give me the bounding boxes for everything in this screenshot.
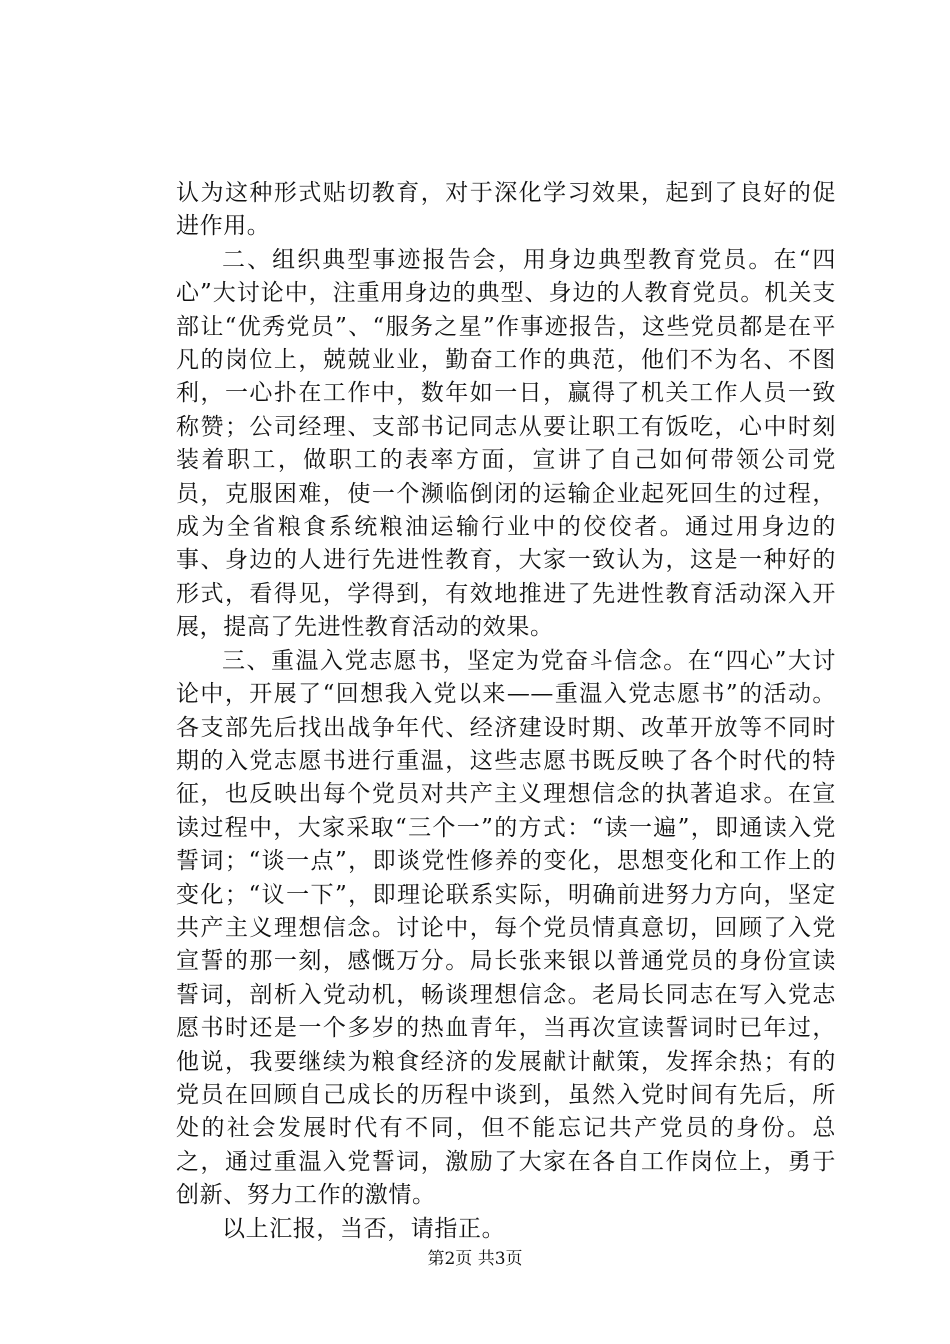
paragraph-section-three: 三、重温入党志愿书，坚定为党奋斗信念。在“四心”大讨论中，开展了“回想我入党以来——重温入党志愿书”的活动。各支部先后找出战争年代、经济建设时期、改革开放等不同时期的入党志愿书进行重温，这些志愿书既反映了各个时代的特征，也反映出每个党员对共产主义理想信念的执著追求。在宣读过程中，大家采取“三个一”的方式：“读一遍”，即通读入党誓词；“谈一点”，即谈党性修养的变化，思想变化和工作上的变化；“议一下”，即理论联系实际，明确前进努力方向，坚定共产主义理想信念。讨论中，每个党员情真意切，回顾了入党宣誓的那一刻，感慨万分。局长张来银以普通党员的身份宣读誓词，剖析入党动机，畅谈理想信念。老局长同志在写入党志愿书时还是一个多岁的热血青年，当再次宣读誓词时已年过，他说，我要继续为粮食经济的发展献计献策，发挥余热；有的党员在回顾自己成长的历程中谈到，虽然入党时间有先后，所处的社会发展时代有不同，但不能忘记共产党员的身份。总之，通过重温入党誓词，激励了大家在各自工作岗位上，勇于创新、努力工作的激情。 [176, 647, 836, 1209]
paragraph-section-two: 二、组织典型事迹报告会，用身边典型教育党员。在“四心”大讨论中，注重用身边的典型、身边的人教育党员。机关支部让“优秀党员”、“服务之星”作事迹报告，这些党员都是在平凡的岗位上，兢兢业业，勤奋工作的典范，他们不为名、不图利，一心扑在工作中，数年如一日，赢得了机关工作人员一致称赞；公司经理、支部书记同志从要让职工有饭吃，心中时刻装着职工，做职工的表率方面，宣讲了自己如何带领公司党员，克服困难，使一个濒临倒闭的运输企业起死回生的过程，成为全省粮食系统粮油运输行业中的佼佼者。通过用身边的事、身边的人进行先进性教育，大家一致认为，这是一种好的形式，看得见，学得到，有效地推进了先进性教育活动深入开展，提高了先进性教育活动的效果。 [176, 246, 836, 641]
page-footer: 第2页 共3页 [427, 1249, 523, 1269]
paragraph-continuation: 认为这种形式贴切教育，对于深化学习效果，起到了良好的促进作用。 [176, 180, 836, 240]
paragraph-closing: 以上汇报，当否，请指正。 [222, 1215, 506, 1242]
document-body [176, 177, 836, 1246]
